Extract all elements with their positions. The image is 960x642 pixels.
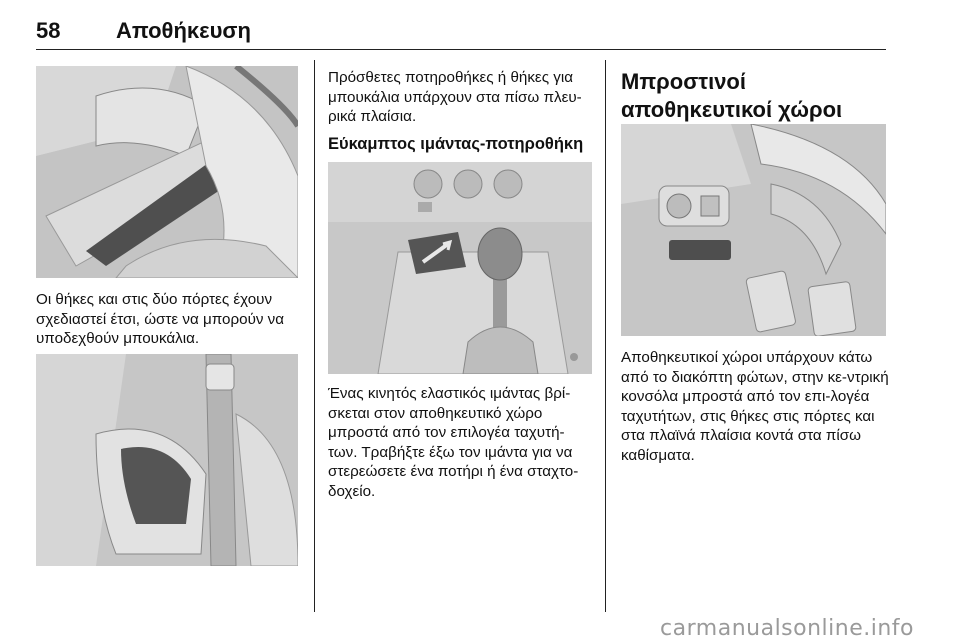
door-pocket-paragraph: Οι θήκες και στις δύο πόρτες έχουν σχεδιαστεί έτσι, ώστε να μπορούν να υποδεχθούν μπουκάλια. — [36, 291, 285, 347]
door-pocket-illustration — [36, 66, 298, 278]
page-number: 58 — [36, 18, 61, 43]
front-storage-figure — [621, 124, 886, 336]
column-divider-2 — [605, 60, 606, 612]
strap-cupholder-figure — [328, 162, 592, 374]
column-divider-1 — [314, 60, 315, 612]
strap-paragraph: Ένας κινητός ελαστικός ιμάντας βρί-σκεται στον αποθηκευτικό χώρο μπροστά από τον επιλογέα ταχυτή-των. Τραβήξτε έξω τον ιμάντα για να στερεώσετε ένα ποτήρι ή ένα σταχτο-δοχείο. — [328, 385, 579, 500]
front-storage-illustration — [621, 124, 886, 336]
watermark: carmanualsonline.info — [660, 616, 914, 641]
extra-holders-paragraph: Πρόσθετες ποτηροθήκες ή θήκες για μπουκάλια υπάρχουν στα πίσω πλευ-ρικά πλαίσια. — [328, 69, 582, 125]
header-rule — [36, 49, 886, 50]
flexible-strap-subheading: Εύκαμπτος ιμάντας-ποτηροθήκη — [328, 135, 584, 153]
page-header — [36, 8, 886, 48]
front-storage-heading: Μπροστινοί αποθηκευτικοί χώροι — [621, 69, 843, 122]
rear-panel-figure — [36, 354, 298, 566]
chapter-title: Αποθήκευση — [116, 18, 251, 43]
door-pocket-figure — [36, 66, 298, 278]
rear-side-panel-illustration — [36, 354, 298, 566]
flexible-strap-cupholder-illustration — [328, 162, 592, 374]
front-storage-paragraph: Αποθηκευτικοί χώροι υπάρχουν κάτω από το διακόπτη φώτων, στην κε-ντρική κονσόλα μπροστά από τον επι-λογέα ταχυτήτων, στις θήκες στις πόρτες και στα πλαϊνά πλαίσια κοντά στα πίσω καθίσματα. — [621, 349, 889, 464]
